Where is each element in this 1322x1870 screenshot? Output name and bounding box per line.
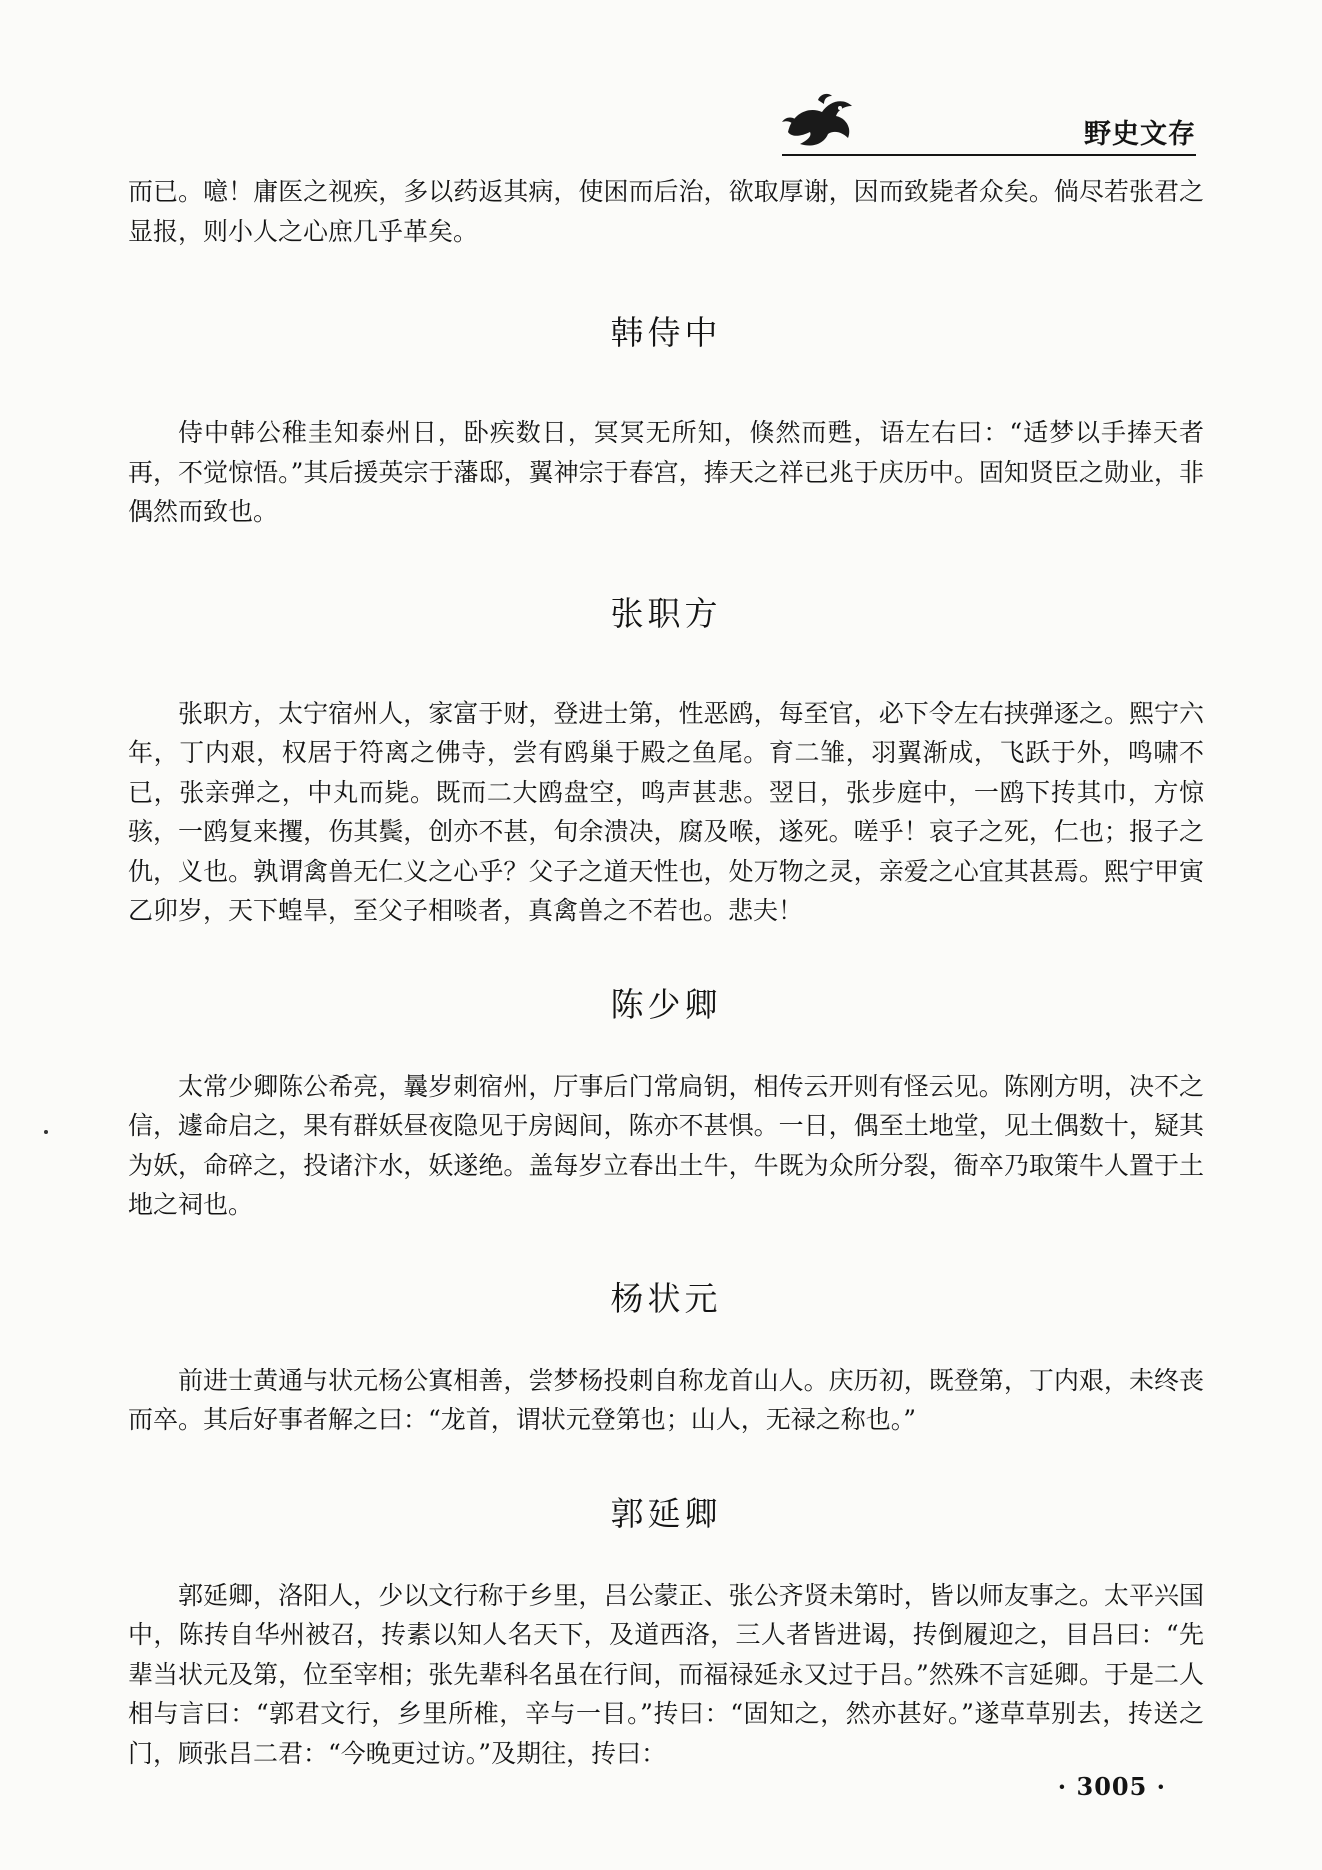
section-title-yang-zhuangyuan: 杨状元 (610, 1278, 722, 1318)
section-text-han-shizhong: 侍中韩公稚圭知泰州日，卧疾数日，冥冥无所知，倏然而甦，语左右曰：“适梦以手捧天者再，不觉惊悟。”其后援英宗于藩邸，翼神宗于春宫，捧天之祥已兆于庆历中。固知贤臣之勋业，非偶然而致也。 (128, 418, 1204, 526)
section-text-guo-yanqing: 郭延卿，洛阳人，少以文行称于乡里，吕公蒙正、张公齐贤未第时，皆以师友事之。太平兴国中，陈抟自华州被召，抟素以知人名天下，及道西洛，三人者皆进谒，抟倒履迎之，目吕曰：“先辈当状元及第，位至宰相；张先辈科名虽在行间，而福禄延永又过于吕。”然殊不言延卿。于是二人相与言曰：“郭君文行，乡里所椎，辛与一目。”抟曰：“固知之，然亦甚好。”遂草草别去，抟送之门，顾张吕二君：“今晚更过访。”及期往，抟曰： (128, 1580, 1204, 1768)
header-rule (782, 154, 1196, 156)
section-title-zhang-zhifang: 张职方 (610, 593, 722, 633)
book-title: 野史文存 (1084, 119, 1196, 150)
section-title-guo-yanqing: 郭延卿 (610, 1493, 722, 1533)
dragon-emblem-icon (778, 92, 860, 152)
scan-speck (44, 1130, 48, 1134)
section-text-yang-zhuangyuan: 前进士黄通与状元杨公寘相善，尝梦杨投刺自称龙首山人。庆历初，既登第，丁内艰，未终丧而卒。其后好事者解之曰：“龙首，谓状元登第也；山人，无禄之称也。” (128, 1365, 1204, 1434)
section-text-zhang-zhifang: 张职方，太宁宿州人，家富于财，登进士第，性恶鸥，每至官，必下令左右挟弹逐之。熙宁六年，丁内艰，权居于符离之佛寺，尝有鸥巢于殿之鱼尾。育二雏，羽翼渐成，飞跃于外，鸣啸不已，张亲弹之，中丸而毙。既而二大鸥盘空，鸣声甚悲。翌日，张步庭中，一鸥下抟其巾，方惊骇，一鸥复来攫，伤其鬓，创亦不甚，旬余溃决，腐及喉，遂死。嗟乎！哀子之死，仁也；报子之仇，义也。孰谓禽兽无仁义之心乎？父子之道天性也，处万物之灵，亲爱之心宜其甚焉。熙宁甲寅乙卯岁，天下蝗旱，至父子相啖者，真禽兽之不若也。悲夫！ (128, 698, 1204, 925)
section-title-chen-shaoqing: 陈少卿 (610, 984, 722, 1024)
page-body (128, 172, 1204, 1773)
page-number: · 3005 · (1057, 1772, 1166, 1801)
section-text-chen-shaoqing: 太常少卿陈公希亮，曩岁刺宿州，厅事后门常扃钥，相传云开则有怪云见。陈刚方明，决不之信，遽命启之，果有群妖昼夜隐见于房闼间，陈亦不甚惧。一日，偶至土地堂，见土偶数十，疑其为妖，命碎之，投诸汴水，妖遂绝。盖每岁立春出土牛，牛既为众所分裂，衙卒乃取策牛人置于土地之祠也。 (128, 1071, 1204, 1219)
section-title-han-shizhong: 韩侍中 (610, 313, 722, 352)
intro-paragraph: 而已。噫！庸医之视疾，多以药返其病，使困而后治，欲取厚谢，因而致毙者众矣。倘尽若张君之显报，则小人之心庶几乎革矣。 (128, 177, 1204, 246)
page-header (0, 86, 1322, 166)
